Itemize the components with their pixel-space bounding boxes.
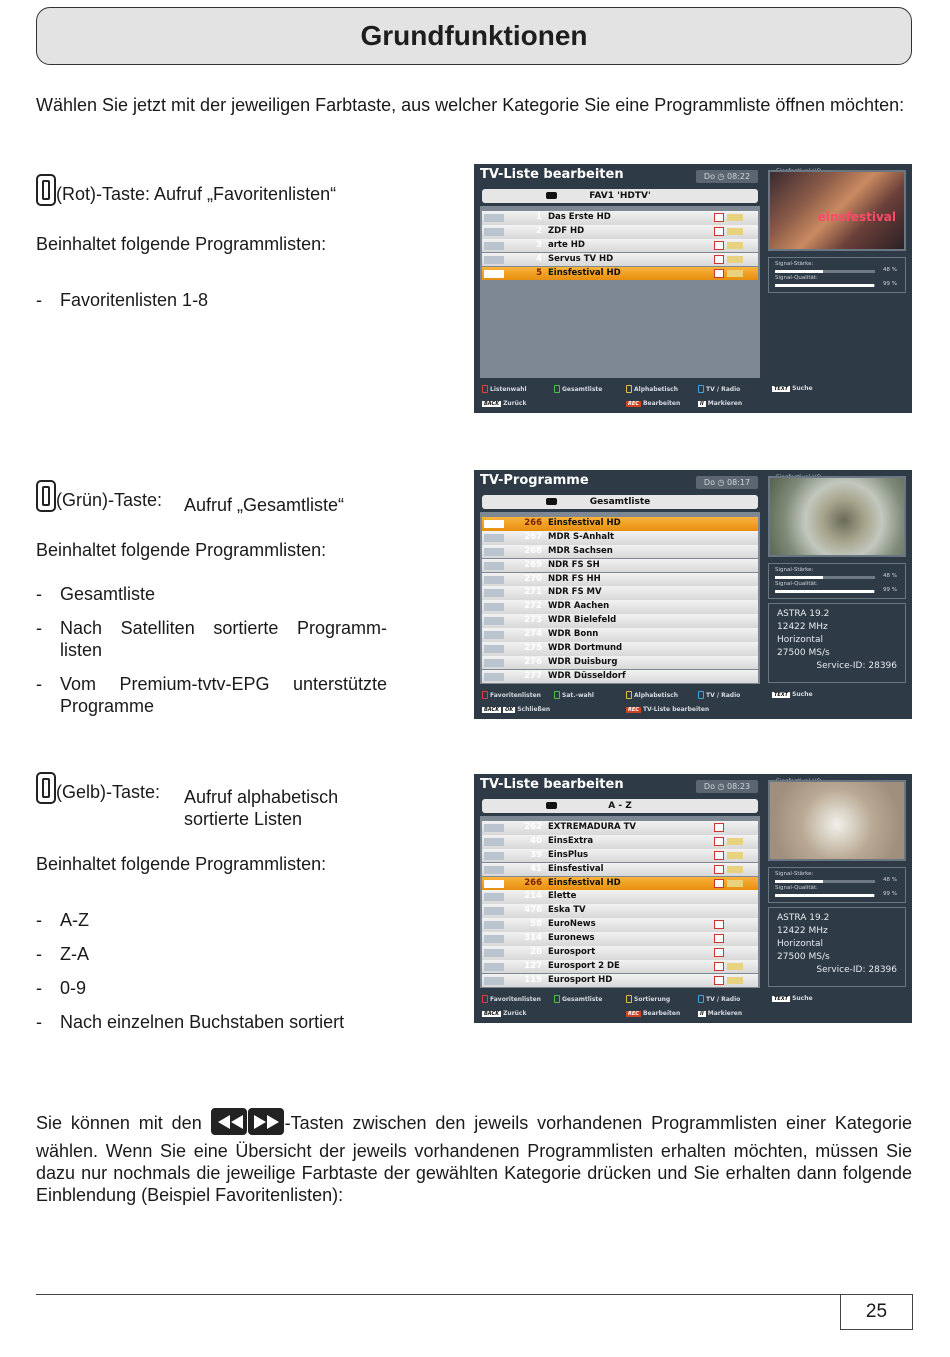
- page-number: 25: [840, 1294, 913, 1330]
- bottom-text-after: -Tasten zwischen den jeweils vorhandenen Programmlisten einer Kategorie wählen. Wenn Sie eine Übersicht der jeweils vorhandenen Programmlisten erhalten möchten, müssen Sie dazu nur nochmals die jeweilige Farbtaste der gewählten Kategorie drücken und Sie erhalten dann folgende Einblendung (Beispiel Favoritenlisten):: [36, 1113, 912, 1205]
- green-key-line: [36, 480, 162, 512]
- table-row: 270 NDR FS HH: [482, 573, 758, 587]
- table-row: 39 EinsPlus: [482, 849, 758, 863]
- arrow-left-icon: [546, 802, 557, 809]
- rewind-icon: [211, 1108, 247, 1135]
- table-row: 272 WDR Aachen: [482, 600, 758, 614]
- table-row-selected: 266 Einsfestival HD: [482, 877, 758, 891]
- table-row: 275 WDR Dortmund: [482, 642, 758, 656]
- transponder-info: ASTRA 19.2 12422 MHz Horizontal 27500 MS/s Service-ID: 28396: [768, 907, 906, 987]
- screen-title: TV-Liste bearbeiten: [480, 777, 624, 792]
- tv-screenshot-alphabetical: [474, 774, 912, 1023]
- table-row: 127 Eurosport 2 DE: [482, 960, 758, 974]
- table-row: 1 Das Erste HD: [482, 211, 758, 225]
- channel-list: [482, 517, 758, 684]
- table-row: 273 WDR Bielefeld: [482, 614, 758, 628]
- tv-screenshot-all-channels: [474, 470, 912, 719]
- yellow-key-label: (Gelb)-Taste:: [56, 782, 161, 802]
- preview-image: [768, 170, 906, 251]
- clock: Do ◷ 08:22: [696, 170, 758, 183]
- table-row: 2 ZDF HD: [482, 225, 758, 239]
- section-contains: Beinhaltet folgende Programmlisten:: [36, 540, 327, 560]
- signal-panel: Signal-Stärke: 48 % Signal-Qualität: 99 %: [768, 563, 906, 599]
- remote-key-icon: [36, 174, 56, 206]
- yellow-key-desc-2: sortierte Listen: [184, 809, 303, 829]
- red-key-label: (Rot)-Taste: Aufruf „Favoritenlisten“: [56, 184, 337, 204]
- preview-image: [768, 780, 906, 861]
- preview-image: [768, 476, 906, 557]
- table-row: 262 EXTREMADURA TV: [482, 821, 758, 835]
- signal-panel: Signal-Stärke: 48 % Signal-Qualität: 99 %: [768, 867, 906, 903]
- channel-list: [482, 211, 758, 280]
- arrow-left-icon: [546, 192, 557, 199]
- table-row: 276 WDR Duisburg: [482, 656, 758, 670]
- table-row: 314 Euronews: [482, 932, 758, 946]
- table-row: 274 WDR Bonn: [482, 628, 758, 642]
- green-key-label: (Grün)-Taste:: [56, 490, 163, 510]
- table-row: 269 NDR FS SH: [482, 559, 758, 573]
- screen-footer: Listenwahl Gesamtliste Alphabetisch TV / Radio TEXT Suche BACK Zurück REC Bearbeiten II Markieren: [484, 385, 813, 407]
- clock: Do ◷ 08:17: [696, 476, 758, 489]
- table-row: 119 Eurosport HD: [482, 974, 758, 988]
- clock: Do ◷ 08:23: [696, 780, 758, 793]
- preview-overlay: einsfestival: [817, 210, 896, 224]
- list-selector: A - Z: [482, 799, 758, 813]
- tv-screenshot-favorites: [474, 164, 912, 413]
- transponder-info: ASTRA 19.2 12422 MHz Horizontal 27500 MS/s Service-ID: 28396: [768, 603, 906, 683]
- table-row: 476 Eska TV: [482, 904, 758, 918]
- remote-key-icon: [36, 480, 56, 512]
- title-box: [36, 7, 912, 65]
- table-row: 41 Einsfestival: [482, 863, 758, 877]
- screen-footer: Favoritenlisten Gesamtliste Sortierung TV / Radio TEXT Suche BACK Zurück REC Bearbeiten II Markieren: [484, 995, 813, 1017]
- arrow-left-icon: [546, 498, 557, 505]
- list-selector: FAV1 'HDTV': [482, 189, 758, 203]
- yellow-key-line: [36, 772, 160, 804]
- table-row: 40 EinsExtra: [482, 835, 758, 849]
- bottom-text-before: Sie können mit den: [36, 1113, 202, 1133]
- list-selector: Gesamtliste: [482, 495, 758, 509]
- table-row: 267 MDR S-Anhalt: [482, 531, 758, 545]
- table-row: 3 arte HD: [482, 239, 758, 253]
- page-title: Grundfunktionen: [360, 20, 588, 51]
- screen-title: TV-Programme: [480, 473, 589, 488]
- table-row: 214 Elette: [482, 890, 758, 904]
- green-key-desc: Aufruf „Gesamtliste“: [184, 495, 345, 515]
- bottom-paragraph: [36, 1108, 912, 1206]
- channel-list: [482, 821, 758, 988]
- table-row: 268 MDR Sachsen: [482, 545, 758, 559]
- remote-key-icon: [36, 772, 56, 804]
- table-row: 277 WDR Düsseldorf: [482, 670, 758, 684]
- table-row: 28 Eurosport: [482, 946, 758, 960]
- yellow-key-desc: Aufruf alphabetisch: [184, 787, 339, 807]
- table-row-selected: 266 Einsfestival HD: [482, 517, 758, 531]
- fast-forward-icon: [248, 1108, 284, 1135]
- section-contains: Beinhaltet folgende Programmlisten:: [36, 234, 327, 254]
- screen-title: TV-Liste bearbeiten: [480, 167, 624, 182]
- section-contains: Beinhaltet folgende Programmlisten:: [36, 854, 327, 874]
- table-row: 271 NDR FS MV: [482, 586, 758, 600]
- red-key-line: [36, 174, 336, 206]
- rewind-forward-keys: [211, 1108, 285, 1140]
- intro-text: Wählen Sie jetzt mit der jeweiligen Farbtaste, aus welcher Kategorie Sie eine Programmliste öffnen möchten:: [36, 95, 905, 115]
- footer-rule: [36, 1294, 912, 1295]
- signal-panel: Signal-Stärke: 48 % Signal-Qualität: 99 %: [768, 257, 906, 293]
- screen-footer: Favoritenlisten Sat.-wahl Alphabetisch TV / Radio TEXT Suche BACK OK Schließen REC TV-Liste bearbeiten: [484, 691, 813, 713]
- table-row-selected: 5 Einsfestival HD: [482, 267, 758, 281]
- table-row: 4 Servus TV HD: [482, 253, 758, 267]
- table-row: 58 EuroNews: [482, 918, 758, 932]
